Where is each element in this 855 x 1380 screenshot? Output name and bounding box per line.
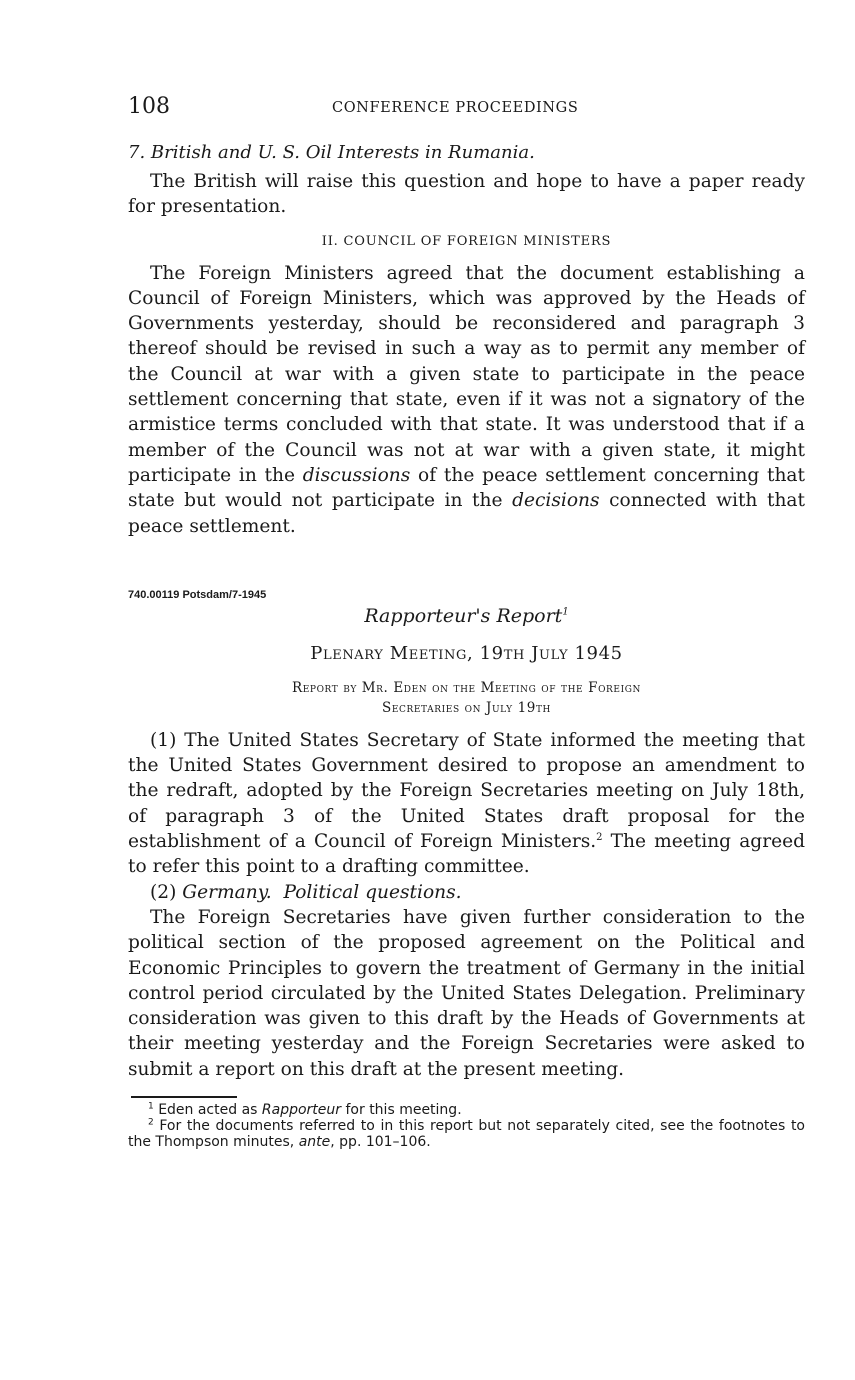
paragraph-2-topic: Germany.: [182, 881, 272, 903]
section-2-body-part-a: The Foreign Ministers agreed that the document establishing a Council of Foreign Ministers, which was approved by the Heads of Governments yesterday, should be reconsidered and paragraph 3 thereof should be revised in such a way as to permit any member of the Council at war with a given state to participate in the peace settlement concerning that state, even if it was not a signatory of the armistice terms concluded with that state. It was understood that if a member of the Council was not at war with a given state, it might participate in the: [128, 262, 805, 486]
footnote-2-text-b: , pp. 101–106.: [330, 1134, 431, 1151]
footnote-divider: [131, 1096, 237, 1098]
paragraph-2-subtopic: Political questions.: [283, 881, 462, 903]
report-paragraph-2: [128, 880, 805, 905]
footnote-2-emphasis: ante: [298, 1134, 331, 1151]
report-title: [128, 605, 805, 627]
footnote-ref-2: 2: [596, 831, 603, 843]
running-head: CONFERENCE PROCEEDINGS: [332, 100, 579, 116]
footnote-1-text-a: Eden acted as: [158, 1102, 262, 1119]
report-paragraph-1: [128, 728, 805, 880]
section-2-heading: II. COUNCIL OF FOREIGN MINISTERS: [321, 233, 612, 249]
item-7-body: The British will raise this question and hope to have a paper ready for presentation.: [128, 171, 805, 218]
item-7-title: British and U. S. Oil Interests in Rumania.: [150, 142, 535, 163]
report-paragraph-1-part-b: The meeting agreed to refer this point to a drafting committee.: [128, 831, 805, 878]
report-subtitle-line-2: Secretaries on July 19th: [381, 699, 552, 716]
section-2-body-part-b: of the peace settlement concerning that state but would not participate in the: [128, 464, 805, 512]
footnote-2-text-a: For the documents referred to in this report but not separately cited, see the footnotes to the Thompson minutes,: [128, 1118, 805, 1151]
page-header: [128, 90, 805, 124]
meeting-title: Plenary Meeting, 19th July 1945: [310, 642, 623, 664]
item-7-heading: [128, 142, 805, 163]
report-subtitle: [128, 678, 805, 718]
discussions-emphasis: discussions: [302, 464, 411, 486]
report-paragraph-3: The Foreign Secretaries have given further consideration to the political section of the proposed agreement on the Political and Economic Principles to govern the treatment of Germany in the initial control period circulated by the United States Delegation. Preliminary consideration was given to this draft by the Heads of Governments at their meeting yesterday and the Foreign Secretaries were asked to submit a report on this draft at the present meeting.: [128, 906, 805, 1080]
footnote-ref-1: 1: [562, 606, 569, 618]
footnote-1-text-b: for this meeting.: [341, 1102, 462, 1119]
section-2-body-part-c: connected with that peace settlement.: [128, 490, 805, 537]
document-page: [128, 90, 805, 1150]
file-reference: 740.00119 Potsdam/7-1945: [128, 588, 267, 601]
item-7-number: 7.: [128, 142, 146, 163]
report-title-text: Rapporteur's Report: [364, 604, 563, 627]
section-2-body: [128, 261, 805, 539]
footnote-2: [128, 1118, 805, 1150]
decisions-emphasis: decisions: [512, 490, 600, 512]
paragraph-2-number: (2): [150, 881, 177, 903]
report-paragraph-1-part-a: (1) The United States Secretary of State informed the meeting that the United States Government desired to propose an amendment to the redraft, adopted by the Foreign Secretaries meeting on July 18th, of paragraph 3 of the United States draft proposal for the establishment of a Council of Foreign Ministers.: [128, 729, 805, 853]
footnote-2-mark: 2: [148, 1117, 154, 1128]
footnote-1: [128, 1102, 805, 1118]
footnote-1-mark: 1: [148, 1101, 154, 1112]
footnote-1-emphasis: Rapporteur: [261, 1102, 342, 1119]
page-number: 108: [128, 94, 170, 119]
report-subtitle-line-1: Report by Mr. Eden on the Meeting of the Foreign: [291, 679, 642, 696]
